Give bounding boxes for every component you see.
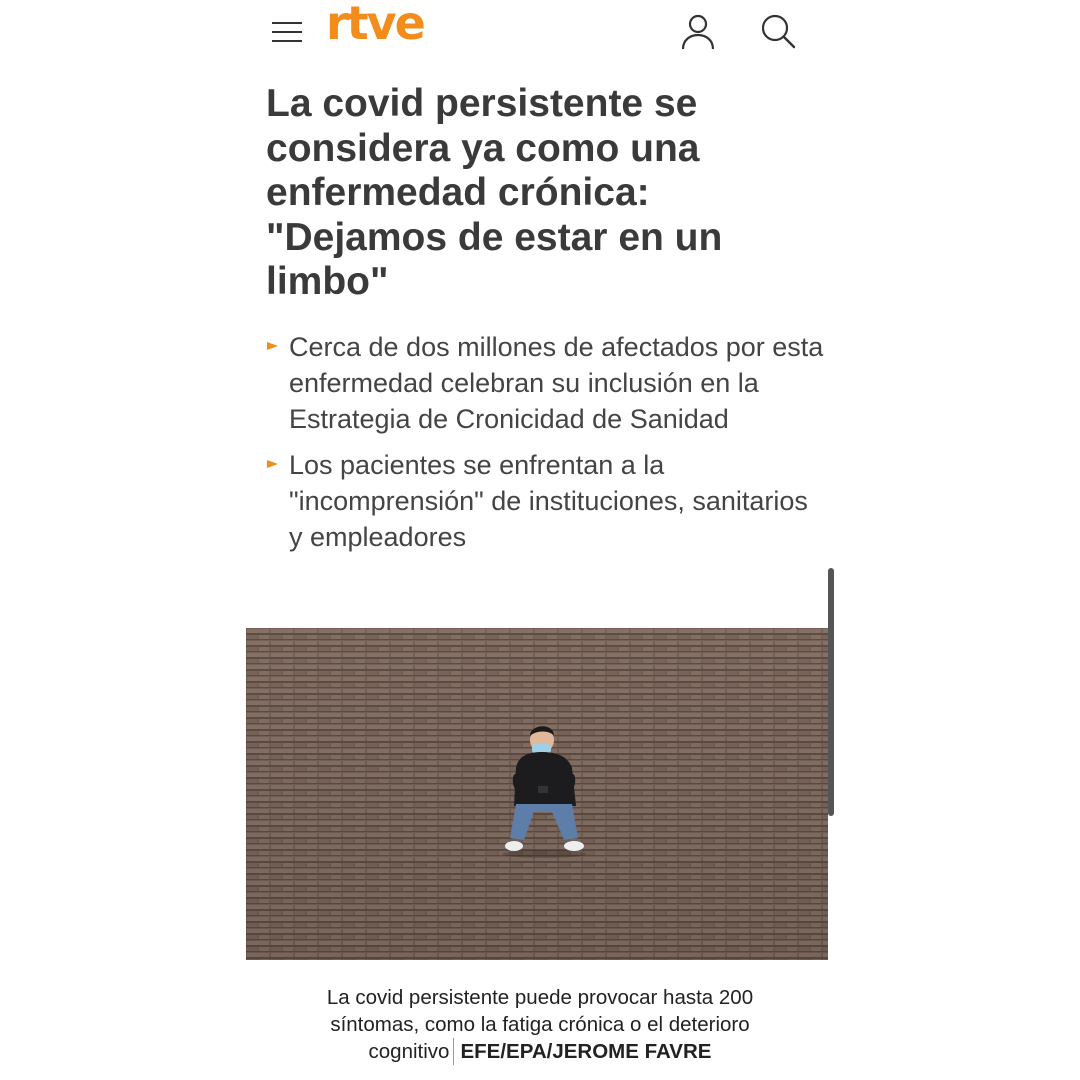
top-bar: [246, 0, 834, 70]
triangle-bullet-icon: [267, 342, 278, 350]
article-photo[interactable]: [246, 628, 828, 960]
photo-caption: [290, 984, 790, 1065]
article-headline: La covid persistente se considera ya como una enfermedad crónica: "Dejamos de estar en un limbo": [266, 82, 723, 303]
triangle-bullet-icon: [267, 460, 278, 468]
summary-item: [266, 329, 826, 437]
summary-item: [266, 447, 826, 555]
search-icon[interactable]: [758, 12, 798, 52]
summary-list: [266, 329, 826, 565]
user-icon[interactable]: [678, 12, 718, 52]
summary-text: Los pacientes se enfrentan a la "incomprensión" de instituciones, sanitarios y empleadores: [289, 450, 808, 552]
scrollbar[interactable]: [828, 568, 834, 816]
rtve-logo[interactable]: rtve: [326, 0, 424, 50]
photo-credit: EFE/EPA/JEROME FAVRE: [453, 1038, 711, 1065]
caption-text: La covid persistente puede provocar hasta 200 síntomas, como la fatiga crónica o el deterioro cognitivo: [326, 986, 754, 1063]
summary-text: Cerca de dos millones de afectados por esta enfermedad celebran su inclusión en la Estrategia de Cronicidad de Sanidad: [289, 332, 824, 434]
hamburger-menu-icon[interactable]: [270, 17, 304, 47]
